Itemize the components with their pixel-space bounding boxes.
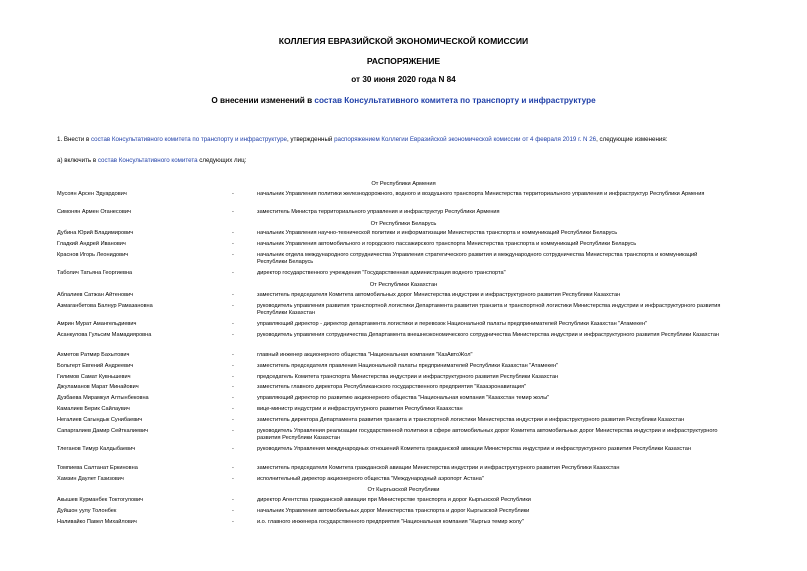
member-position: начальник отдела международного сотрудничества Управления стратегического развития и международного сотрудничества Министерства транспорта и коммуникаций Республики Беларусь	[257, 252, 698, 265]
dash: -	[232, 230, 234, 236]
dash: -	[232, 252, 234, 258]
document-issuer: КОЛЛЕГИЯ ЕВРАЗИЙСКОЙ ЭКОНОМИЧЕСКОЙ КОМИССИИ	[278, 36, 529, 46]
member-name: Джуламанов Марат Минайович	[57, 384, 139, 390]
section-heading-belarus: От Республики Беларусь	[370, 221, 437, 227]
section-heading-armenia: От Республики Армения	[371, 181, 436, 187]
member-name: Таболич Татьяна Георгиевна	[57, 270, 133, 276]
member-position: заместитель председателя правления Национальной палаты предпринимателей Республики Казахстан "Атамекен"	[257, 363, 559, 369]
member-position: управляющий директор по развитию акционерного общества "Национальная компания "Казахстан темир жолы"	[257, 395, 550, 401]
member-name: Краснов Игорь Леонидович	[57, 252, 129, 258]
member-name: Хамзин Даулет Газизович	[57, 476, 124, 482]
dash: -	[232, 446, 234, 452]
member-name: Аблалиев Сатжан Айтенович	[57, 292, 134, 298]
member-position: руководитель Управления международных отношений Комитета гражданской авиации Министерства индустрии и инфраструктурного развития Республики Казахстан	[257, 446, 691, 452]
member-position: председатель Комитета транспорта Министерства индустрии и инфраструктурного развития Республики Казахстан	[257, 374, 559, 380]
member-position: главный инженер акционерного общества "Национальная компания "КазАвтоЖол"	[257, 352, 473, 358]
member-name: Ахметов Ратмир Бахытович	[57, 352, 130, 358]
dash: -	[232, 292, 234, 298]
dash: -	[232, 406, 234, 412]
member-name: Больтерт Евгений Андреевич	[57, 363, 134, 369]
member-position: руководитель управления сотрудничества Департамента внешнеэкономического сотрудничества Министерства индустрии и инфраструктурного развития Республики Казахстан	[257, 332, 720, 338]
member-name: Камалиев Берик Сайлаувич	[57, 406, 130, 412]
member-position: вице-министр индустрии и инфраструктурного развития Республики Казахстан	[257, 406, 463, 412]
member-name: Негалиев Сагындык Сунибаевич	[57, 417, 143, 423]
member-name: Амрин Мурат Амангельдиевич	[57, 321, 137, 327]
dash: -	[232, 508, 234, 514]
member-position: управляющий директор - директор департамента логистики и перевозок Национальной палаты предпринимателей Республики Казахстан "Атамекен"	[257, 321, 648, 327]
member-position: начальник Управления политики железнодорожного, водного и воздушного транспорта Министерства территориального управления и инфраструктур Республики Армения	[257, 191, 705, 197]
dash: -	[232, 332, 234, 338]
title-link[interactable]: состав Консультативного комитета по транспорту и инфраструктуре	[314, 96, 596, 105]
dash: -	[232, 352, 234, 358]
para1-text-1: 1. Внести в	[57, 136, 91, 143]
member-position: начальник Управления автомобильного и городского пассажирского транспорта Министерства транспорта и коммуникаций Республики Беларусь	[257, 241, 637, 247]
section-heading-kazakhstan: От Республики Казахстан	[369, 282, 438, 288]
dash: -	[232, 321, 234, 327]
member-position: начальник Управления научно-технической политики и информатизации Министерства транспорта и коммуникаций Республики Беларусь	[257, 230, 618, 236]
document-date: от 30 июня 2020 года N 84	[351, 75, 456, 84]
dash: -	[232, 209, 234, 215]
dash: -	[232, 428, 234, 434]
member-position: руководитель управления развития транспортной логистики Департамента развития транзита и транспортной логистики Министерства индустрии и инфраструктурного развития Республики Казахстан	[257, 303, 721, 316]
dash: -	[232, 384, 234, 390]
member-name: Сапаргалиев Дамир Сейткалиевич	[57, 428, 149, 434]
para2-text-1: а) включить в	[57, 157, 98, 164]
member-name: Томпиева Салтанат Еркиновна	[57, 465, 138, 471]
member-position: заместитель директора Департамента развития транзита и транспортной логистики Министерства индустрии и инфраструктурного развития Республики Казахстан	[257, 417, 685, 423]
member-name: Дубина Юрий Владимирович	[57, 230, 134, 236]
member-name: Гилимов Самат Кувньшевич	[57, 374, 131, 380]
dash: -	[232, 465, 234, 471]
member-name: Дуйшон уулу Толонбек	[57, 508, 117, 514]
dash: -	[232, 241, 234, 247]
dash: -	[232, 395, 234, 401]
member-position: заместитель Министра территориального управления и инфраструктур Республики Армения	[257, 209, 500, 215]
member-name: Мусоян Арсен Эдуардович	[57, 191, 127, 197]
committee-composition-link[interactable]: состав Консультативного комитета по транспорту и инфраструктуре	[90, 136, 287, 143]
dash: -	[232, 303, 234, 309]
member-name: Тлеганов Тимур Калдыбаевич	[57, 446, 136, 452]
member-position: директор Агентства гражданской авиации при Министерстве транспорта и дорог Кыргызской Республики	[257, 497, 531, 503]
dash: -	[232, 417, 234, 423]
member-name: Асанкулова Гульсим Мамадияровна	[57, 332, 152, 338]
section-heading-kyrgyzstan: От Кыргызской Республики	[367, 487, 440, 493]
paragraph-a	[57, 157, 246, 164]
member-name: Азмаганбетова Балнур Рамазановна	[57, 303, 153, 309]
decree-link[interactable]: распоряжением Коллегии Евразийской экономической комиссии от 4 февраля 2019 г. N 26	[334, 136, 597, 143]
member-position: и.о. главного инженера государственного предприятия "Национальная компания "Кыргыз темир жолу"	[257, 519, 524, 525]
document-type: РАСПОРЯЖЕНИЕ	[366, 56, 441, 66]
member-name: Акышев Курманбек Токтогулович	[57, 497, 144, 503]
member-name: Наливайко Павел Михайлович	[57, 519, 137, 525]
para1-text-3: , следующие изменения:	[596, 136, 668, 143]
dash: -	[232, 270, 234, 276]
dash: -	[232, 363, 234, 369]
member-position: заместитель председателя Комитета автомобильных дорог Министерства индустрии и инфраструктурного развития Республики Казахстан	[257, 292, 621, 298]
committee-link[interactable]: состав Консультативного комитета	[97, 157, 198, 164]
dash: -	[232, 476, 234, 482]
member-position: заместитель председателя Комитета гражданской авиации Министерства индустрии и инфраструктурного развития Республики Казахстан	[257, 465, 620, 471]
member-position: директор государственного учреждения "Государственная администрация водного транспорта"	[257, 270, 506, 276]
member-name: Симонян Армен Оганесович	[57, 209, 131, 215]
dash: -	[232, 519, 234, 525]
para2-text-2: следующих лиц:	[197, 157, 247, 164]
member-position: исполнительный директор акционерного общества "Международный аэропорт Астана"	[257, 476, 484, 482]
member-position: руководитель Управления реализации государственной политики в сфере автомобильных дорог Комитета автомобильных дорог Министерства индустрии и инфраструктурного развития Республики Казахстан	[257, 428, 718, 441]
member-position: начальник Управления автомобильных дорог Министерства транспорта и дорог Кыргызской Республики	[257, 508, 530, 514]
member-name: Гладкий Андрей Иванович	[57, 241, 126, 247]
paragraph-1	[57, 136, 667, 143]
dash: -	[232, 374, 234, 380]
para1-text-2: , утвержденный	[286, 136, 335, 143]
member-position: заместитель главного директора Республиканского государственного предприятия "Казаэронавигация"	[257, 384, 527, 390]
dash: -	[232, 191, 234, 197]
document-title	[0, 96, 807, 105]
title-prefix: О внесении изменений в	[211, 96, 315, 105]
dash: -	[232, 497, 234, 503]
member-name: Дузбаева Мирамкул Алтынбековна	[57, 395, 149, 401]
